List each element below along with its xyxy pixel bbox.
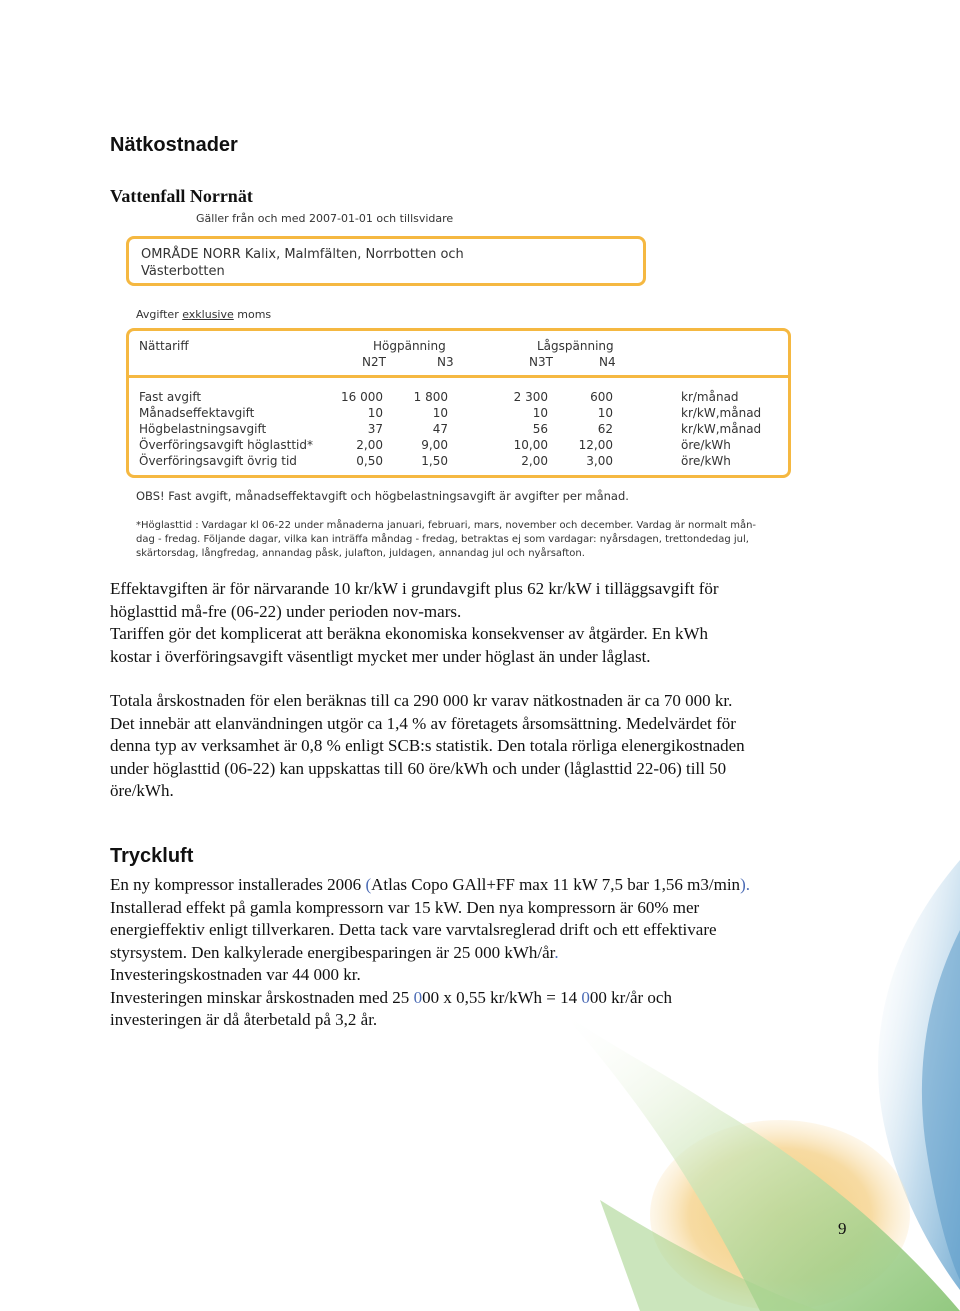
tariff-area-box [126, 236, 646, 286]
tariff-group-high: Högpänning [373, 339, 446, 353]
tariff-unit: kr/kW,månad [681, 422, 762, 436]
text-run: Investeringen minskar årskostnaden med 25 [110, 987, 414, 1007]
text-line: under höglasttid (06-22) kan uppskattas till 60 öre/kWh och under (låglasttid 22-06) till 50 [110, 758, 727, 778]
text-line: Installerad effekt på gamla kompressorn var 15 kW. Den nya kompressorn är 60% mer [110, 897, 700, 917]
text-line: energieffektiv enligt tillverkaren. Detta tack vare varvtalsreglerad drift och ett effektivare [110, 920, 717, 939]
paragraph-annual-cost [110, 690, 850, 803]
tariff-unit: öre/kWh [681, 454, 731, 468]
tariff-cell: 10 [367, 406, 383, 420]
tariff-cell: 1 800 [413, 390, 448, 404]
subheading-vattenfall: Vattenfall Norrnät [110, 186, 253, 206]
excl-suffix: moms [233, 308, 272, 321]
tariff-row-label: Överföringsavgift övrig tid [139, 454, 297, 468]
section-heading-compressed-air: Tryckluft [110, 845, 194, 867]
paragraph-effect-fee [110, 578, 850, 668]
tariff-col-n2t: N2T [362, 355, 386, 369]
text-run: 0 [581, 987, 590, 1007]
text-run: Det innebär att elanvändningen utgör ca 1,4 % av företagets årsomsättning [110, 713, 618, 733]
tariff-cell: 56 [532, 422, 548, 436]
tariff-area-line-1: OMRÅDE NORR Kalix, Malmfälten, Norrbotten och [141, 247, 464, 262]
text-run: ( [365, 875, 372, 894]
tariff-row-label: Fast avgift [139, 390, 202, 404]
tariff-cell: 2,00 [521, 454, 548, 468]
excl-word: exklusive [182, 308, 234, 321]
tariff-table [126, 328, 791, 478]
text-line [110, 987, 850, 1010]
text-run: En ny kompressor installerades 2006 [110, 875, 366, 894]
tariff-cell: 3,00 [586, 454, 613, 468]
text-run: Atlas Copo GAll+FF max 11 kW 7,5 bar 1,56 m3/min [371, 875, 741, 894]
text-line [110, 874, 850, 897]
tariff-col-label: Nättariff [139, 339, 189, 353]
text-line: Investeringskostnaden var 44 000 kr. [110, 965, 361, 984]
tariff-cell: 10 [597, 406, 613, 420]
tariff-valid-from: Gäller från och med 2007-01-01 och tillsvidare [196, 212, 454, 225]
tariff-obs-note: OBS! Fast avgift, månadseffektavgift och högbelastningsavgift är avgifter per månad. [136, 489, 629, 503]
tariff-unit: kr/månad [681, 390, 739, 404]
tariff-cell: 37 [367, 422, 383, 436]
tariff-col-n3: N3 [437, 355, 454, 369]
tariff-unit: kr/kW,månad [681, 406, 762, 420]
tariff-cell: 62 [597, 422, 613, 436]
text-run: ). [740, 875, 750, 894]
text-line: Totala årskostnaden för elen beräknas till ca 290 000 kr varav nätkostnaden är ca 70 000 kr. [110, 691, 733, 710]
tariff-area-line-2: Västerbotten [141, 264, 225, 279]
text-run: . [554, 942, 559, 962]
text-line: öre/kWh. [110, 781, 174, 800]
tariff-cell: 10 [432, 406, 448, 420]
text-line: kostar i överföringsavgift väsentligt mycket mer under höglast än under låglast. [110, 646, 651, 666]
footnote-line-2: dag - fredag. Följande dagar, vilka kan inträffa måndag - fredag, betraktas ej som vardagar: nyårsdagen, trettondedag jul, [136, 534, 749, 545]
tariff-row-label: Månadseffektavgift [139, 406, 255, 420]
tariff-cell: 9,00 [421, 438, 448, 452]
footnote-line-3: skärtorsdag, långfredag, annandag påsk, julafton, juldagen, annandag jul och nyårsafton. [136, 548, 585, 559]
tariff-header-divider [129, 375, 788, 378]
tariff-cell: 600 [590, 390, 613, 404]
text-run: . Medelvärdet för [617, 713, 736, 733]
paragraph-compressor [110, 874, 850, 1032]
tariff-col-n3t: N3T [529, 355, 553, 369]
tariff-cell: 16 000 [341, 390, 383, 404]
tariff-unit: öre/kWh [681, 438, 731, 452]
tariff-excl-vat-note [136, 308, 271, 321]
text-run: styrsystem. Den kalkylerade energibesparingen är 25 000 kWh/år [110, 942, 555, 962]
excl-prefix: Avgifter [136, 308, 183, 321]
tariff-cell: 47 [432, 422, 448, 436]
text-line: denna typ av verksamhet är 0,8 % enligt SCB:s statistik. Den totala rörliga elenergikostnaden [110, 736, 745, 755]
text-line: höglasttid må-fre (06-22) under perioden nov-mars. [110, 601, 462, 621]
tariff-cell: 2 300 [513, 390, 548, 404]
section-heading-network-costs: Nätkostnader [110, 134, 238, 156]
tariff-row-label: Högbelastningsavgift [139, 422, 267, 436]
page-number: 9 [838, 1219, 847, 1238]
footnote-line-1: *Höglasttid : Vardagar kl 06-22 under månaderna januari, februari, mars, november och december. Vardag är normalt mån- [136, 520, 757, 531]
tariff-cell: 10 [532, 406, 548, 420]
text-run: 0 [413, 987, 423, 1007]
tariff-cell: 12,00 [578, 438, 613, 452]
text-line: Tariffen gör det komplicerat att beräkna ekonomiska konsekvenser av åtgärder. En kWh [110, 624, 708, 643]
tariff-cell: 0,50 [356, 454, 383, 468]
tariff-row-label: Överföringsavgift höglasttid* [139, 438, 313, 452]
text-line [110, 942, 850, 965]
tariff-peak-footnote [136, 519, 796, 561]
text-run: 00 kr/år och [589, 987, 672, 1007]
text-line [110, 713, 850, 736]
tariff-col-n4: N4 [599, 355, 616, 369]
text-run: 00 x 0,55 kr/kWh = 14 [422, 987, 582, 1007]
tariff-group-low: Lågspänning [537, 339, 614, 353]
text-line: Effektavgiften är för närvarande 10 kr/kW i grundavgift plus 62 kr/kW i tilläggsavgift för [110, 579, 719, 598]
text-line: investeringen är då återbetald på 3,2 år. [110, 1010, 378, 1029]
tariff-cell: 2,00 [356, 438, 383, 452]
tariff-cell: 1,50 [421, 454, 448, 468]
tariff-cell: 10,00 [513, 438, 548, 452]
